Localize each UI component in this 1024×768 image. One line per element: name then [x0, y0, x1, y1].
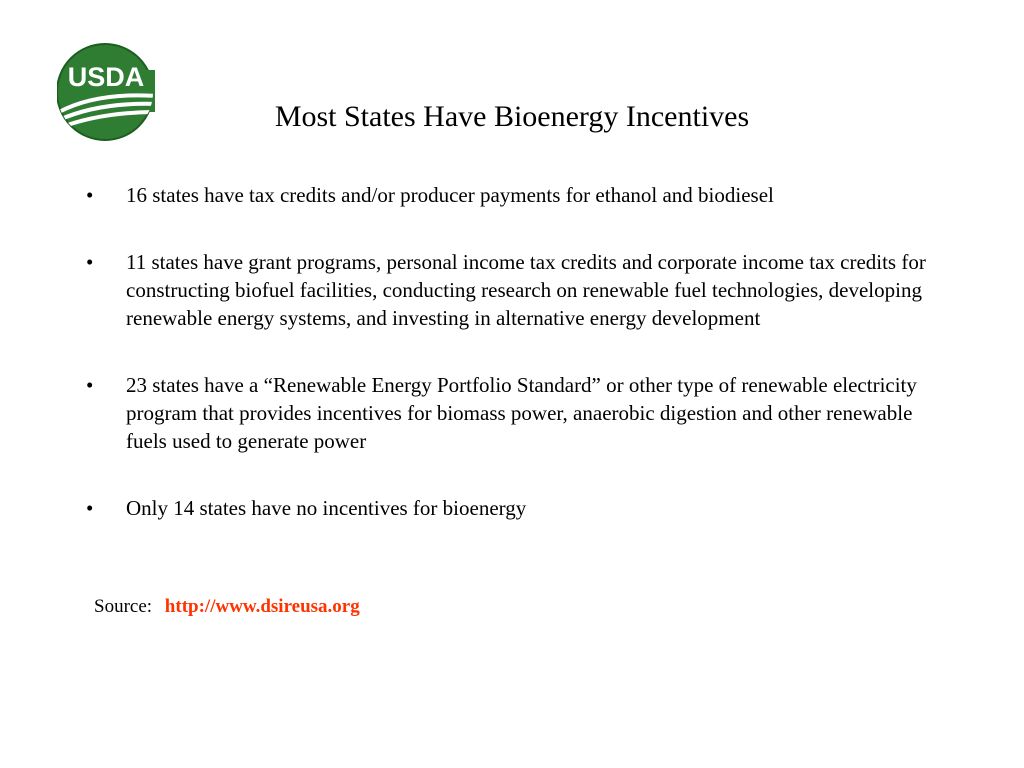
- bullet-item: [86, 371, 946, 455]
- bullet-text: 11 states have grant programs, personal income tax credits and corporate income tax credits for constructing biofuel facilities, conducting research on renewable fuel technologies, developing renewable energy systems, and investing in alternative energy development: [126, 250, 926, 330]
- slide-title: Most States Have Bioenergy Incentives: [274, 100, 750, 133]
- bullet-text: 16 states have tax credits and/or producer payments for ethanol and biodiesel: [126, 183, 774, 207]
- bullet-icon: •: [86, 496, 94, 520]
- bullet-item: [86, 494, 946, 522]
- bullet-icon: •: [86, 250, 94, 274]
- source-label: Source:: [94, 596, 153, 617]
- source-link[interactable]: http://www.dsireusa.org: [164, 596, 360, 617]
- bullet-item: [86, 248, 946, 332]
- bullet-text: 23 states have a “Renewable Energy Portfolio Standard” or other type of renewable electricity program that provides incentives for biomass power, anaerobic digestion and other renewable fuels used to generate power: [126, 373, 917, 453]
- bullet-list: [86, 181, 946, 561]
- bullet-icon: •: [86, 373, 94, 397]
- source-line: [94, 594, 360, 620]
- bullet-text: Only 14 states have no incentives for bioenergy: [126, 496, 527, 520]
- bullet-item: [86, 181, 946, 209]
- usda-logo-text: USDA: [67, 62, 145, 92]
- bullet-icon: •: [86, 183, 94, 207]
